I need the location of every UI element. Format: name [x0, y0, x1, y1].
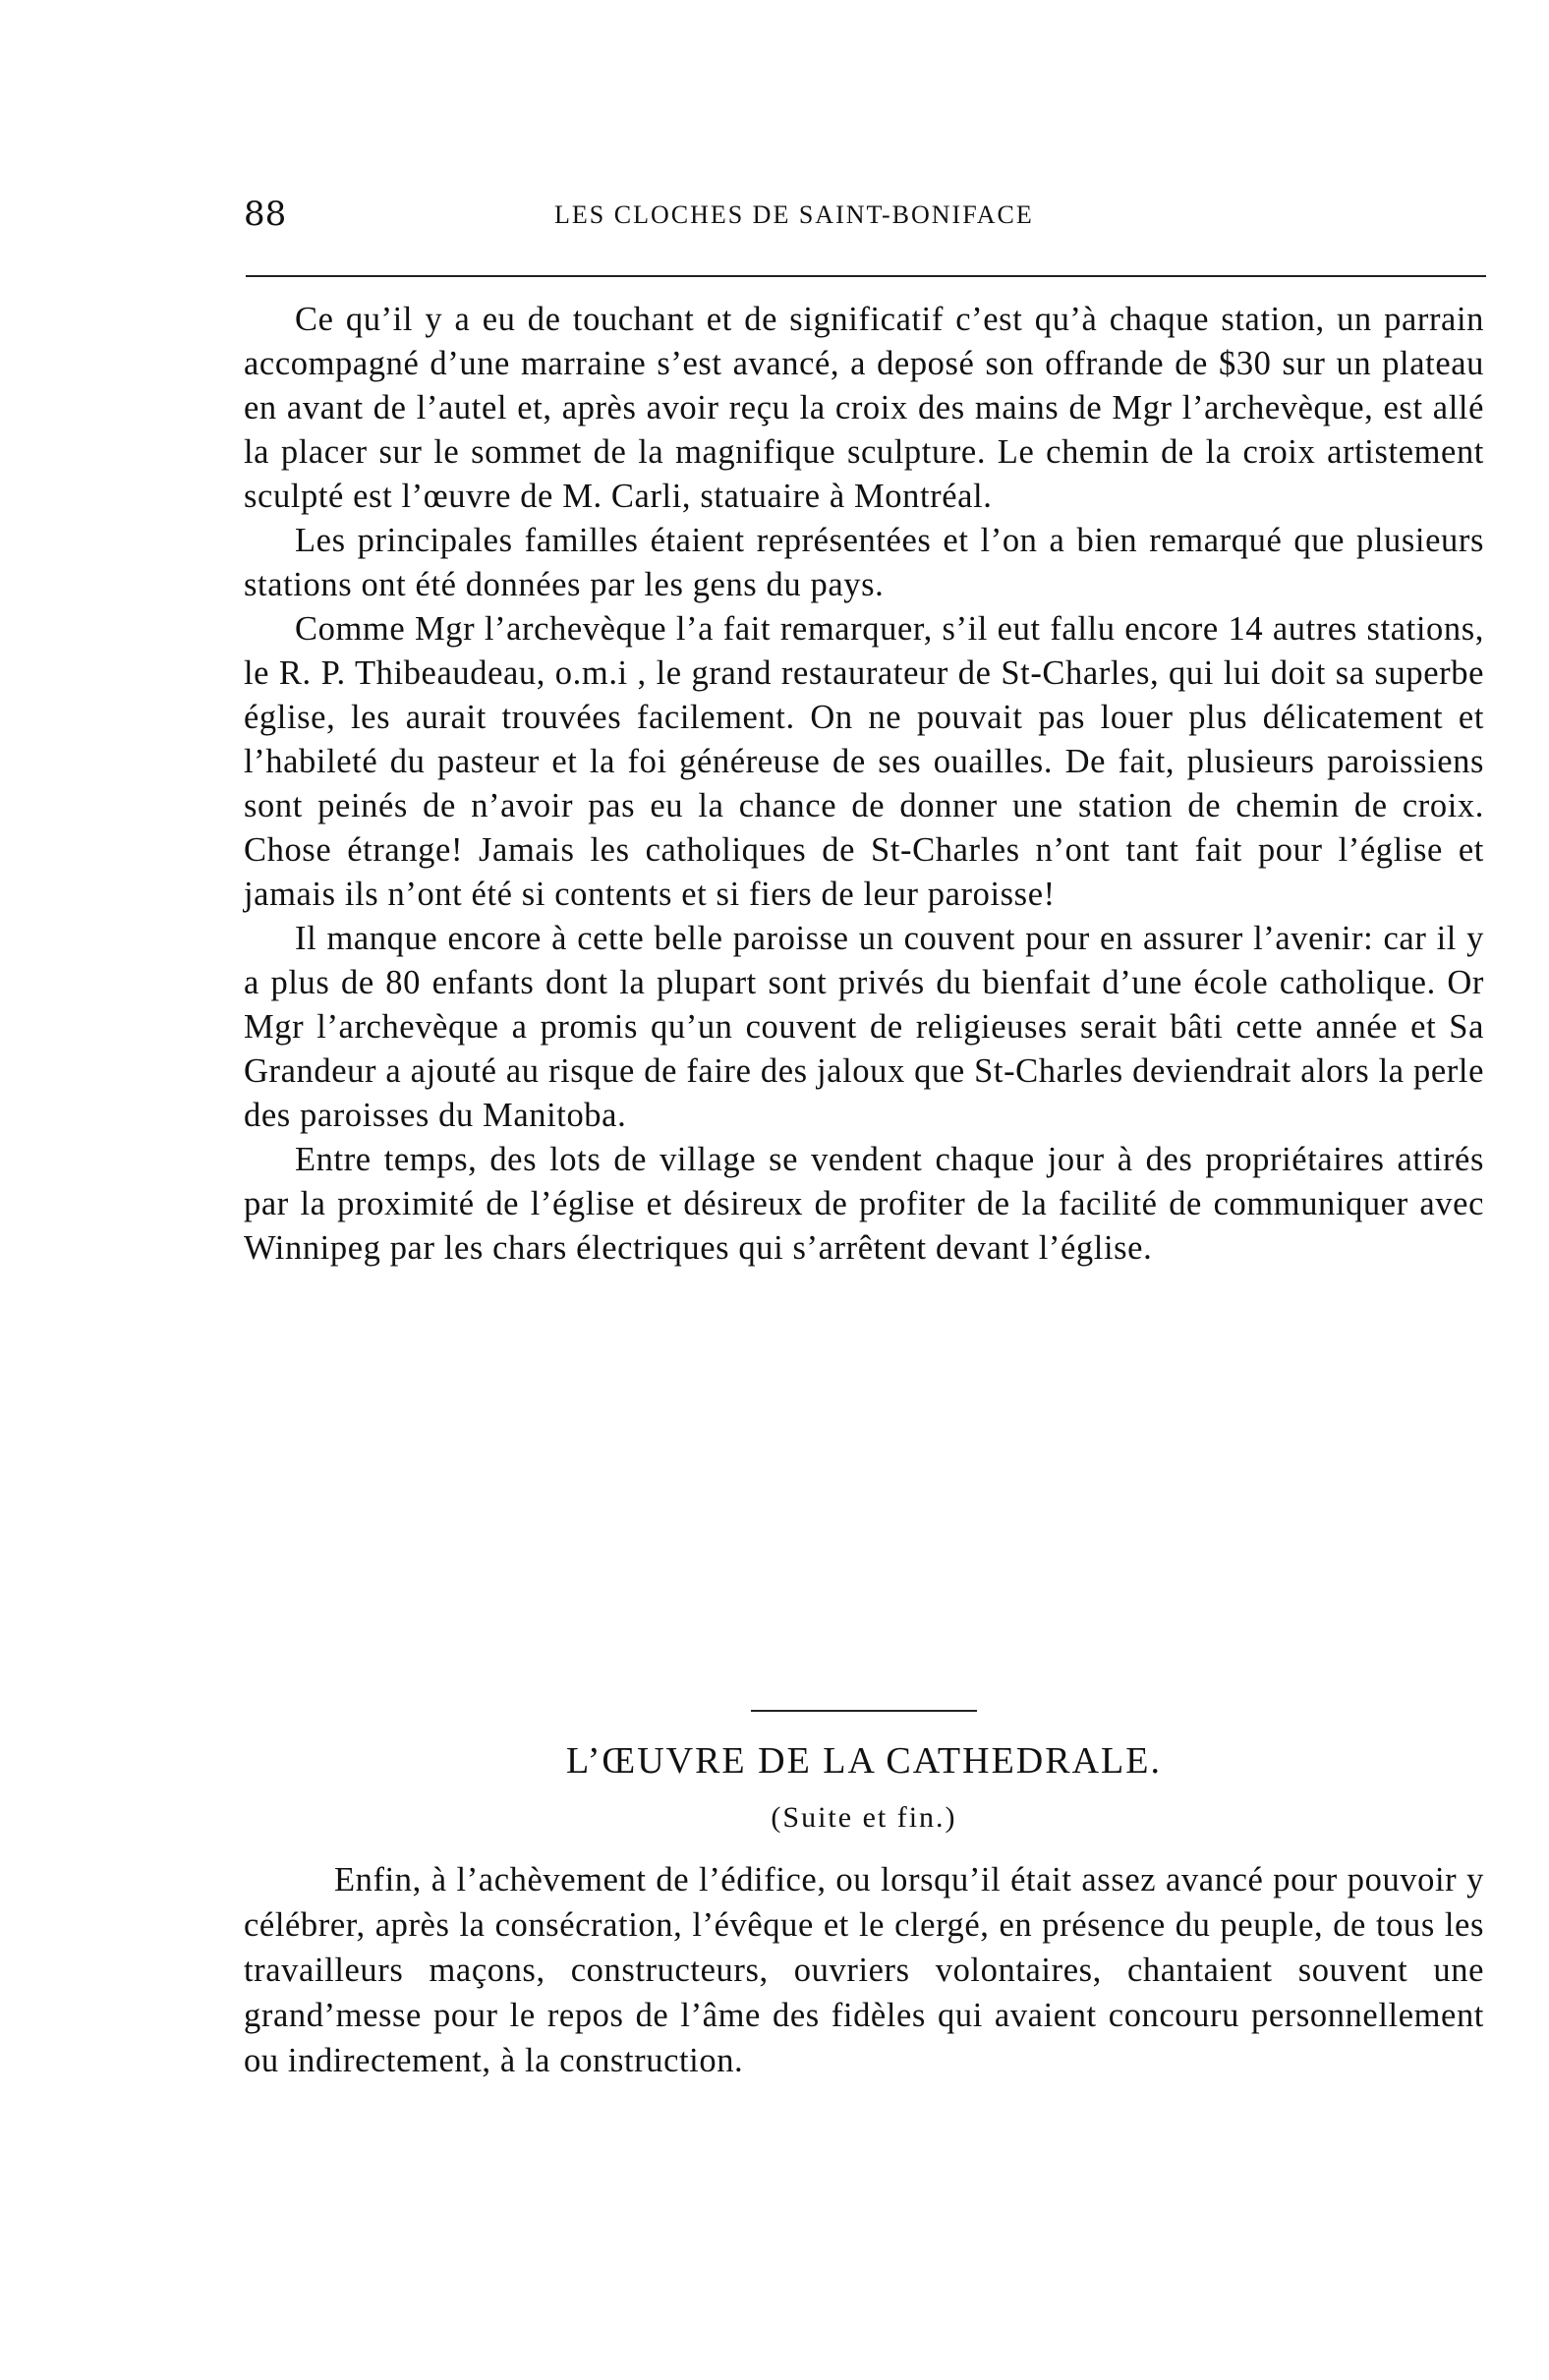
- section-cathedrale: [244, 1710, 1484, 2083]
- section-title: L’ŒUVRE DE LA CATHEDRALE.: [566, 1740, 1162, 1782]
- header-rule: [246, 275, 1486, 277]
- page-number: 88: [244, 195, 287, 234]
- running-head: LES CLOCHES DE SAINT-BONIFACE: [554, 200, 1034, 229]
- paragraph: Comme Mgr l’archevèque l’a fait remarquer, s’il eut fallu encore 14 autres stations, le R. P. Thibeaudeau, o.m.i , le grand restaurateur de St-Charles, qui lui doit sa superbe église, les aurait trouvées facilement. On ne pouvait pas louer plus délicatement et l’habileté du pasteur et la foi généreuse de ses ouailles. De fait, plusieurs paroissiens sont peinés de n’avoir pas eu la chance de donner une station de chemin de croix. Chose étrange! Jamais les catholiques de St-Charles n’ont tant fait pour l’église et jamais ils n’ont été si contents et si fiers de leur paroisse!: [244, 610, 1484, 913]
- section-rule: [751, 1710, 977, 1712]
- paragraph: Les principales familles étaient représentées et l’on a bien remarqué que plusieurs stations ont été données par les gens du pays.: [244, 522, 1484, 603]
- paragraph: Ce qu’il y a eu de touchant et de significatif c’est qu’à chaque station, un parrain accompagné d’une marraine s’est avancé, a deposé son offrande de $30 sur un plateau en avant de l’autel et, après avoir reçu la croix des mains de Mgr l’archevèque, est allé la placer sur le sommet de la magnifique sculpture. Le chemin de la croix artistement sculpté est l’œuvre de M. Carli, statuaire à Montréal.: [244, 301, 1484, 515]
- body-text: [244, 298, 1484, 1271]
- paragraph: Enfin, à l’achèvement de l’édifice, ou lorsqu’il était assez avancé pour pouvoir y célébrer, après la consécration, l’évêque et le clergé, en présence du peuple, de tous les travailleurs maçons, constructeurs, ouvriers volontaires, chantaient souvent une grand’messe pour le repos de l’âme des fidèles qui avaient concouru personnellement ou indirectement, à la construction.: [244, 1861, 1484, 2079]
- paragraph: Entre temps, des lots de village se vendent chaque jour à des propriétaires attirés par la proximité de l’église et désireux de profiter de la facilité de communiquer avec Winnipeg par les chars électriques qui s’arrêtent devant l’église.: [244, 1141, 1484, 1267]
- paragraph: Il manque encore à cette belle paroisse un couvent pour en assurer l’avenir: car il y a plus de 80 enfants dont la plupart sont privés du bienfait d’une école catholique. Or Mgr l’archevèque a promis qu’un couvent de religieuses serait bâti cette année et Sa Grandeur a ajouté au risque de faire des jaloux que St-Charles deviendrait alors la perle des paroisses du Manitoba.: [244, 920, 1484, 1134]
- section-subtitle: (Suite et fin.): [771, 1801, 957, 1834]
- section-text: [244, 1857, 1484, 2083]
- page-header: [244, 195, 1482, 244]
